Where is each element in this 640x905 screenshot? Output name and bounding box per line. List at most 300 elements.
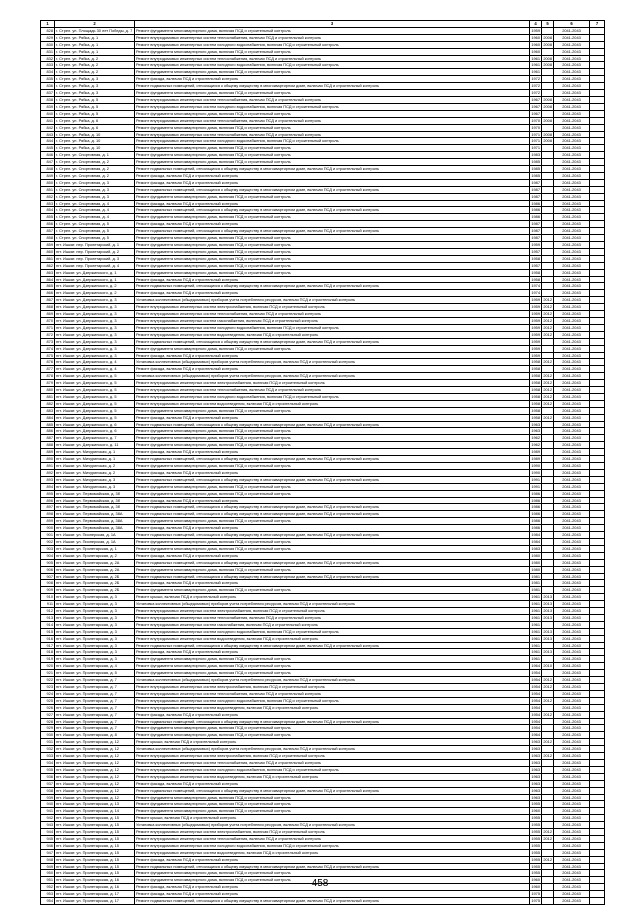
work-type-cell: Ремонт фундамента многоквартирного дома, включая ПСД и строительный контроль (135, 262, 530, 269)
table-row (41, 863, 605, 870)
table-row (41, 614, 605, 621)
planned-period-cell: 2041-2043 (554, 27, 590, 34)
row-number-cell: 930 (41, 732, 55, 739)
address-cell: пгт. Ишкат. ул. Пролетарская, д. 3 (55, 594, 135, 601)
row-number-cell: 885 (41, 421, 55, 428)
extra-cell (590, 566, 605, 573)
build-year-cell: 1987 (531, 228, 540, 234)
last-repair-year-cell (542, 725, 554, 732)
work-type-cell: Ремонт фундамента многоквартирного дома, включая ПСД и строительный контроль (135, 407, 530, 414)
row-number-cell: 910 (41, 594, 55, 601)
extra-cell (590, 27, 605, 34)
last-repair-year-cell (542, 145, 554, 152)
table-row (41, 145, 605, 152)
build-year-cell: 1955 (531, 801, 540, 807)
table-row (41, 759, 605, 766)
address-cell: г. Стрел. ул. Рябка, д. 5 (55, 96, 135, 103)
address-cell: пгт. Ишкат. ул. Пролетарская, д. 2А (55, 566, 135, 573)
row-number-cell: 925 (41, 697, 55, 704)
address-cell: пгт. Ишкат. ул. Пролетарская, д. 7 (55, 711, 135, 718)
extra-cell (590, 96, 605, 103)
last-repair-year-cell (542, 573, 554, 580)
extra-cell (590, 262, 605, 269)
build-year-cell: 1963 (531, 766, 540, 772)
address-cell: пгт. Ишкат. ул. Пролетарская, д. 7 (55, 725, 135, 732)
table-header-row (41, 21, 605, 28)
last-repair-year-cell (542, 815, 554, 822)
planned-period-cell: 2041-2043 (554, 891, 590, 898)
address-cell: пгт. Ишкат. ул. Пролетарская, д. 3 (55, 642, 135, 649)
planned-period-cell: 2041-2043 (554, 711, 590, 718)
planned-period-cell: 2041-2043 (554, 62, 590, 69)
table-row (41, 186, 605, 193)
table-row (41, 787, 605, 794)
table-row (41, 414, 605, 421)
work-type-cell: Ремонт внутридомовых инженерных систем теплоснабжения, включая ПСД и строительный контроль (135, 117, 530, 124)
planned-period-cell: 2041-2043 (554, 822, 590, 829)
row-number-cell: 911 (41, 601, 55, 608)
address-cell: пгт. Ишкат. ул. Пролетарская, д. 17 (55, 898, 135, 905)
work-type-cell: Ремонт крыши, включая ПСД и строительный контроль (135, 739, 530, 746)
row-number-cell: 832 (41, 55, 55, 62)
table-row (41, 469, 605, 476)
extra-cell (590, 801, 605, 808)
address-cell: пгт. Ишкат. ул. Дзержинского, д. 3 (55, 304, 135, 311)
address-cell: пгт. Ишкат. ул. Дзержинского, д. 2 (55, 290, 135, 297)
work-type-cell: Ремонт фасада, включая ПСД и строительный контроль (135, 497, 530, 504)
planned-period-cell: 2041-2043 (554, 324, 590, 331)
last-repair-year-cell (542, 90, 554, 97)
build-year-cell: 1961 (531, 608, 540, 614)
planned-period-cell: 2041-2043 (554, 649, 590, 656)
table-row (41, 269, 605, 276)
extra-cell (590, 393, 605, 400)
work-type-cell: Ремонт фундамента многоквартирного дома, включая ПСД и строительный контроль (135, 545, 530, 552)
work-type-cell: Ремонт крыши, включая ПСД и строительный контроль (135, 815, 530, 822)
table-row (41, 552, 605, 559)
last-repair-year-cell (542, 566, 554, 573)
planned-period-cell: 2041-2043 (554, 580, 590, 587)
work-type-cell: Ремонт внутридомовых инженерных систем водоотведения, включая ПСД и строительный контроль (135, 400, 530, 407)
work-type-cell: Ремонт фасада, включая ПСД и строительный контроль (135, 200, 530, 207)
extra-cell (590, 428, 605, 435)
table-row (41, 532, 605, 539)
planned-period-cell: 2041-2043 (554, 704, 590, 711)
extra-cell (590, 387, 605, 394)
table-row (41, 90, 605, 97)
address-cell: пгт. Ишкат. ул. Пролетарская, д. 2 (55, 552, 135, 559)
extra-cell (590, 628, 605, 635)
table-row (41, 304, 605, 311)
address-cell: г. Стрел. ул. Спортивная, д. 3 (55, 179, 135, 186)
planned-period-cell: 2041-2043 (554, 110, 590, 117)
last-repair-year-cell (542, 166, 554, 173)
extra-cell (590, 808, 605, 815)
row-number-cell: 935 (41, 766, 55, 773)
extra-cell (590, 642, 605, 649)
planned-period-cell: 2041-2043 (554, 428, 590, 435)
last-repair-year-cell: 2010 (543, 663, 552, 669)
build-year-cell: 1970 (531, 117, 540, 123)
row-number-cell: 859 (41, 242, 55, 249)
table-row (41, 235, 605, 242)
build-year-cell: 1961 (531, 656, 540, 662)
planned-period-cell: 2041-2043 (554, 463, 590, 470)
build-year-cell: 1963 (531, 746, 540, 752)
table-row (41, 242, 605, 249)
row-number-cell: 909 (41, 587, 55, 594)
work-type-cell: Ремонт фундамента многоквартирного дома, включая ПСД и строительный контроль (135, 587, 530, 594)
last-repair-year-cell (542, 759, 554, 766)
build-year-cell: 1955 (531, 835, 540, 841)
last-repair-year-cell: 2013 (543, 608, 552, 614)
extra-cell (590, 110, 605, 117)
extra-cell (590, 269, 605, 276)
last-repair-year-cell: 2012 (543, 684, 552, 689)
extra-cell (590, 103, 605, 110)
planned-period-cell: 2041-2043 (554, 538, 590, 545)
planned-period-cell: 2041-2043 (554, 621, 590, 628)
work-type-cell: Ремонт фасада, включая ПСД и строительный контроль (135, 290, 530, 297)
row-number-cell: 877 (41, 366, 55, 373)
extra-cell (590, 62, 605, 69)
last-repair-year-cell (542, 159, 554, 166)
row-number-cell: 947 (41, 849, 55, 856)
row-number-cell: 918 (41, 649, 55, 656)
work-type-cell: Ремонт внутридомовых инженерных систем водоотведения, включая ПСД и строительный контроль (135, 704, 530, 711)
table-row (41, 870, 605, 877)
address-cell: пгт. Ишкат. ул. Пролетарская, д. 15 (55, 822, 135, 829)
extra-cell (590, 331, 605, 338)
work-type-cell: Ремонт фундамента многоквартирного дома, включая ПСД и строительный контроль (135, 255, 530, 262)
table-row (41, 69, 605, 76)
build-year-cell: 1961 (531, 62, 540, 68)
planned-period-cell: 2041-2043 (554, 90, 590, 97)
address-cell: пгт. Ишкат. ул. Пролетарская, д. 7 (55, 684, 135, 691)
address-cell: пгт. Ишкат. пер. Пролетарский, д. 2 (55, 248, 135, 255)
extra-cell (590, 242, 605, 249)
build-year-cell: 1955 (531, 849, 540, 855)
extra-cell (590, 407, 605, 414)
planned-period-cell: 2041-2043 (554, 753, 590, 760)
planned-period-cell: 2041-2043 (554, 766, 590, 773)
planned-period-cell: 2041-2043 (554, 829, 590, 836)
last-repair-year-cell: 2013 (543, 649, 552, 655)
last-repair-year-cell: 2012 (543, 311, 552, 317)
last-repair-year-cell: 2012 (543, 711, 552, 717)
work-type-cell: Ремонт внутридомовых инженерных систем электроснабжения, включая ПСД и строительный контроль (135, 304, 530, 311)
planned-period-cell: 2041-2043 (554, 449, 590, 456)
planned-period-cell: 2041-2043 (554, 732, 590, 739)
planned-period-cell: 2041-2043 (554, 55, 590, 62)
build-year-cell: 1963 (531, 759, 540, 765)
work-type-cell: Ремонт фундамента многоквартирного дома, включая ПСД и строительный контроль (135, 670, 530, 677)
work-type-cell: Ремонт внутридомовых инженерных систем электроснабжения, включая ПСД и строительный контроль (135, 829, 530, 836)
planned-period-cell: 2041-2043 (554, 739, 590, 746)
row-number-cell: 931 (41, 739, 55, 746)
work-type-cell: Установка коллективных (общедомовых) приборов учета потребления ресурсов, включая ПСД и строительный контроль (135, 373, 530, 380)
work-type-cell: Ремонт фасада, включая ПСД и строительный контроль (135, 366, 530, 373)
build-year-cell: 1961 (531, 55, 540, 61)
last-repair-year-cell (542, 690, 554, 697)
address-cell: г. Стрел. ул. Спортивная, д. 2 (55, 166, 135, 173)
address-cell: пгт. Ишкат. ул. Пролетарская, д. 12 (55, 780, 135, 787)
build-year-cell: 1961 (531, 621, 540, 627)
last-repair-year-cell (542, 290, 554, 297)
row-number-cell: 853 (41, 200, 55, 207)
extra-cell (590, 559, 605, 566)
last-repair-year-cell (542, 642, 554, 649)
address-cell: пгт. Ишкат. ул. Дзержинского, д. 3 (55, 311, 135, 318)
row-number-cell: 854 (41, 207, 55, 214)
planned-period-cell: 2041-2043 (554, 76, 590, 83)
work-type-cell: Ремонт фундамента многоквартирного дома, включая ПСД и строительный контроль (135, 69, 530, 76)
last-repair-year-cell (542, 849, 554, 856)
planned-period-cell: 2041-2043 (554, 421, 590, 428)
row-number-cell: 830 (41, 41, 55, 48)
extra-cell (590, 476, 605, 483)
address-cell: пгт. Ишкат. ул. Пролетарская, д. 4 (55, 663, 135, 670)
table-row (41, 594, 605, 601)
work-type-cell: Ремонт фундамента многоквартирного дома, включая ПСД и строительный контроль (135, 345, 530, 352)
extra-cell (590, 621, 605, 628)
address-cell: г. Стрел. ул. Рябка, д. 6 (55, 117, 135, 124)
extra-cell (590, 159, 605, 166)
work-type-cell: Ремонт подвальных помещений, относящихся к общему имуществу в многоквартирном доме, включая ПСД и строительный контроль (135, 166, 530, 173)
address-cell: пгт. Ишкат. ул. Пролетарская, д. 15 (55, 842, 135, 849)
build-year-cell: 1954 (531, 704, 540, 710)
address-cell: г. Стрел. ул. Рябка, д. 1 (55, 34, 135, 41)
address-cell: г. Стрел. ул. Рябка, д. 3 (55, 90, 135, 97)
build-year-cell: 1961 (531, 601, 540, 607)
row-number-cell: 831 (41, 48, 55, 55)
row-number-cell: 871 (41, 324, 55, 331)
last-repair-year-cell (542, 469, 554, 476)
row-number-cell: 944 (41, 829, 55, 836)
row-number-cell: 914 (41, 621, 55, 628)
planned-period-cell: 2041-2043 (554, 525, 590, 532)
work-type-cell: Ремонт внутридомовых инженерных систем теплоснабжения, включая ПСД и строительный контроль (135, 55, 530, 62)
planned-period-cell: 2041-2043 (554, 276, 590, 283)
work-type-cell: Ремонт фундамента многоквартирного дома, включая ПСД и строительный контроль (135, 732, 530, 739)
work-type-cell: Ремонт подвальных помещений, относящихся к общему имуществу в многоквартирном доме, включая ПСД и строительный контроль (135, 283, 530, 290)
last-repair-year-cell (542, 497, 554, 504)
row-number-cell: 884 (41, 414, 55, 421)
extra-cell (590, 587, 605, 594)
last-repair-year-cell (542, 442, 554, 449)
build-year-cell: 1975 (531, 898, 540, 904)
planned-period-cell: 2041-2043 (554, 697, 590, 704)
work-type-cell: Ремонт подвальных помещений, относящихся к общему имуществу в многоквартирном доме, включая ПСД и строительный контроль (135, 718, 530, 725)
table-row (41, 842, 605, 849)
work-type-cell: Ремонт фундамента многоквартирного дома, включая ПСД и строительный контроль (135, 159, 530, 166)
planned-period-cell: 2041-2043 (554, 338, 590, 345)
address-cell: пгт. Ишкат. ул. Пролетарская, д. 3 (55, 656, 135, 663)
address-cell: г. Стрел. ул. Площадь 30 лет Победы, д. 7 (55, 27, 135, 34)
address-cell: г. Стрел. ул. Рябка, д. 3 (55, 83, 135, 90)
build-year-cell: 1959 (531, 297, 540, 303)
work-type-cell: Ремонт подвальных помещений, относящихся к общему имуществу в многоквартирном доме, включая ПСД и строительный контроль (135, 207, 530, 214)
build-year-cell: 1955 (531, 822, 540, 828)
last-repair-year-cell (542, 345, 554, 352)
extra-cell (590, 338, 605, 345)
table-row (41, 283, 605, 290)
extra-cell (590, 283, 605, 290)
extra-cell (590, 76, 605, 83)
last-repair-year-cell (542, 463, 554, 470)
work-type-cell: Ремонт фундамента многоквартирного дома, включая ПСД и строительный контроль (135, 242, 530, 249)
last-repair-year-cell (542, 242, 554, 249)
planned-period-cell: 2041-2043 (554, 387, 590, 394)
address-cell: пгт. Ишкат. ул. Пролетарская, д. 15 (55, 849, 135, 856)
address-cell: г. Стрел. ул. Рябка, д. 3 (55, 76, 135, 83)
work-type-cell: Ремонт внутридомовых инженерных систем холодного водоснабжения, включая ПСД и строительный контроль (135, 324, 530, 331)
work-type-cell: Ремонт фундамента многоквартирного дома, включая ПСД и строительный контроль (135, 435, 530, 442)
work-type-cell: Ремонт фасада, включая ПСД и строительный контроль (135, 76, 530, 83)
table-row (41, 331, 605, 338)
last-repair-year-cell: 2012 (543, 380, 552, 386)
build-year-cell: 1958 (531, 393, 540, 399)
table-row (41, 428, 605, 435)
table-row (41, 317, 605, 324)
work-type-cell: Ремонт подвальных помещений, относящихся к общему имуществу в многоквартирном доме, включая ПСД и строительный контроль (135, 898, 530, 905)
table-row (41, 159, 605, 166)
work-type-cell: Ремонт фундамента многоквартирного дома, включая ПСД и строительный контроль (135, 483, 530, 490)
row-number-cell: 864 (41, 276, 55, 283)
planned-period-cell: 2041-2043 (554, 193, 590, 200)
row-number-cell: 942 (41, 815, 55, 822)
last-repair-year-cell (542, 48, 554, 55)
extra-cell (590, 207, 605, 214)
extra-cell (590, 456, 605, 463)
address-cell: пгт. Ишкат. ул. Пролетарская, д. 7 (55, 697, 135, 704)
build-year-cell: 1958 (531, 400, 540, 406)
extra-cell (590, 497, 605, 504)
address-cell: г. Стрел. ул. Рябка, д. 2 (55, 69, 135, 76)
work-type-cell: Ремонт фасада, включая ПСД и строительный контроль (135, 884, 530, 891)
row-number-cell: 892 (41, 469, 55, 476)
build-year-cell: 1981 (531, 573, 540, 579)
row-number-cell: 948 (41, 856, 55, 863)
build-year-cell: 1970 (531, 124, 540, 130)
extra-cell (590, 656, 605, 663)
build-year-cell: 1958 (531, 366, 540, 372)
row-number-cell: 858 (41, 235, 55, 242)
extra-cell (590, 359, 605, 366)
last-repair-year-cell (542, 898, 554, 905)
work-type-cell: Ремонт внутридомовых инженерных систем электроснабжения, включая ПСД и строительный контроль (135, 753, 530, 760)
address-cell: пгт. Ишкат. ул. Мичуринская, д. 1 (55, 456, 135, 463)
row-number-cell: 833 (41, 62, 55, 69)
planned-period-cell: 2041-2043 (554, 235, 590, 242)
planned-period-cell: 2041-2043 (554, 179, 590, 186)
last-repair-year-cell (542, 552, 554, 559)
table-row (41, 228, 605, 235)
row-number-cell: 850 (41, 179, 55, 186)
table-row (41, 76, 605, 83)
build-year-cell: 1963 (531, 753, 540, 759)
work-type-cell: Ремонт фундамента многоквартирного дома, включая ПСД и строительный контроль (135, 27, 530, 34)
table-row (41, 276, 605, 283)
address-cell: г. Стрел. ул. Спортивная, д. 4 (55, 207, 135, 214)
extra-cell (590, 69, 605, 76)
work-type-cell: Ремонт подвальных помещений, относящихся к общему имуществу в многоквартирном доме, включая ПСД и строительный контроль (135, 421, 530, 428)
build-year-cell: 1960 (531, 34, 540, 40)
planned-period-cell: 2041-2043 (554, 262, 590, 269)
last-repair-year-cell (542, 801, 554, 808)
work-type-cell: Ремонт фасада, включая ПСД и строительный контроль (135, 525, 530, 532)
table-row (41, 179, 605, 186)
planned-period-cell: 2041-2043 (554, 373, 590, 380)
extra-cell (590, 483, 605, 490)
row-number-cell: 917 (41, 642, 55, 649)
build-year-cell: 1986 (531, 497, 540, 503)
table-row (41, 55, 605, 62)
address-cell: г. Стрел. ул. Рябка, д. 5 (55, 110, 135, 117)
build-year-cell: 1958 (531, 276, 540, 282)
last-repair-year-cell: 2012 (543, 331, 552, 337)
extra-cell (590, 193, 605, 200)
work-type-cell: Ремонт подвальных помещений, относящихся к общему имуществу в многоквартирном доме, включая ПСД и строительный контроль (135, 863, 530, 870)
last-repair-year-cell (542, 808, 554, 815)
work-type-cell: Ремонт фасада, включая ПСД и строительный контроль (135, 469, 530, 476)
table-row (41, 573, 605, 580)
work-type-cell: Ремонт внутридомовых инженерных систем газоснабжения, включая ПСД и строительный контроль (135, 317, 530, 324)
address-cell: пгт. Ишкат. ул. Дзержинского, д. 1 (55, 276, 135, 283)
work-type-cell: Ремонт фасада, включая ПСД и строительный контроль (135, 352, 530, 359)
planned-period-cell: 2041-2043 (554, 207, 590, 214)
build-year-cell: 1971 (531, 145, 540, 151)
work-type-cell: Ремонт внутридомовых инженерных систем теплоснабжения, включая ПСД и строительный контроль (135, 614, 530, 621)
build-year-cell: 1964 (531, 732, 540, 738)
build-year-cell: 1986 (531, 214, 540, 220)
planned-period-cell: 2041-2043 (554, 642, 590, 649)
extra-cell (590, 324, 605, 331)
planned-period-cell: 2041-2043 (554, 870, 590, 877)
planned-period-cell: 2041-2043 (554, 117, 590, 124)
work-type-cell: Ремонт крыши, включая ПСД и строительный контроль (135, 594, 530, 601)
extra-cell (590, 117, 605, 124)
last-repair-year-cell (542, 532, 554, 539)
last-repair-year-cell: 2013 (543, 594, 552, 600)
build-year-cell: 1967 (531, 96, 540, 102)
table-row (41, 110, 605, 117)
build-year-cell: 1961 (531, 594, 540, 600)
table-row (41, 421, 605, 428)
address-cell: пгт. Ишкат. ул. Пролетарская, д. 2Б (55, 573, 135, 580)
build-year-cell: 1959 (531, 304, 540, 310)
planned-period-cell: 2041-2043 (554, 594, 590, 601)
table-row (41, 435, 605, 442)
work-type-cell: Ремонт подвальных помещений, относящихся к общему имуществу в многоквартирном доме, включая ПСД и строительный контроль (135, 642, 530, 649)
planned-period-cell: 2041-2043 (554, 366, 590, 373)
row-number-cell: 952 (41, 884, 55, 891)
build-year-cell: 1971 (531, 131, 540, 137)
table-row (41, 794, 605, 801)
planned-period-cell: 2041-2043 (554, 483, 590, 490)
extra-cell (590, 421, 605, 428)
build-year-cell: 1986 (531, 504, 540, 510)
planned-period-cell: 2041-2043 (554, 532, 590, 539)
address-cell: г. Стрел. ул. Рябка, д. 2 (55, 62, 135, 69)
row-number-cell: 841 (41, 117, 55, 124)
build-year-cell: 1958 (531, 255, 540, 261)
last-repair-year-cell (542, 621, 554, 628)
last-repair-year-cell (542, 255, 554, 262)
work-type-cell: Ремонт внутридомовых инженерных систем электроснабжения, включая ПСД и строительный контроль (135, 684, 530, 691)
extra-cell (590, 317, 605, 324)
extra-cell (590, 773, 605, 780)
